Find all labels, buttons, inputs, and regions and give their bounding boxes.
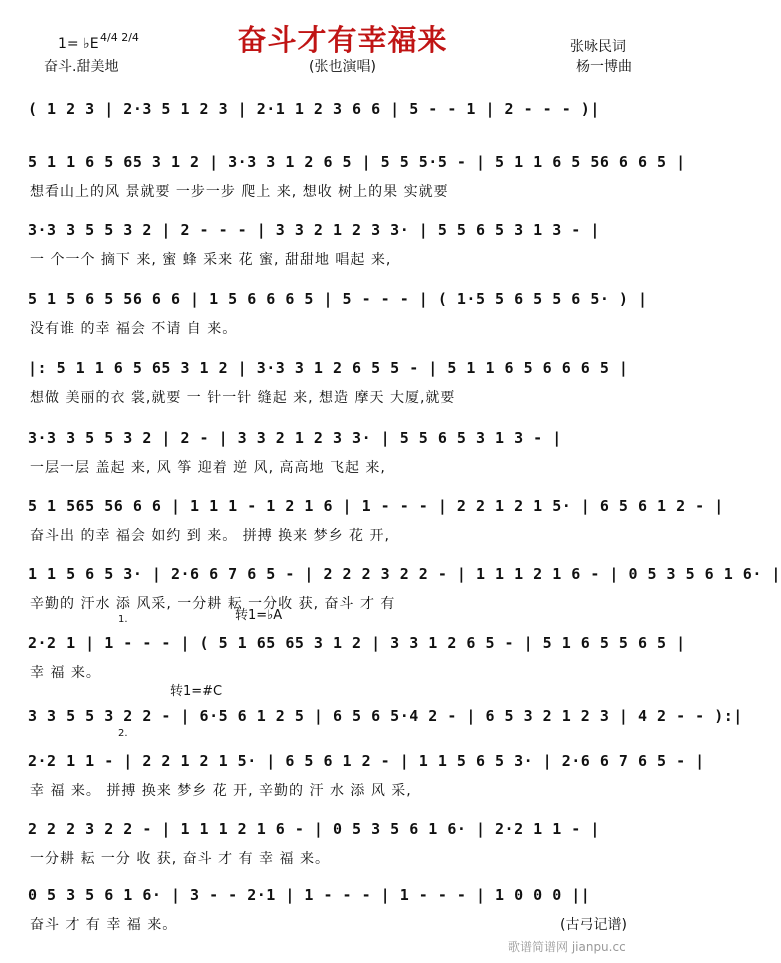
system-4 — [28, 280, 656, 346]
transcriber-note: (古弓记谱) — [560, 917, 627, 933]
composer-credit: 杨一博曲 — [576, 59, 632, 75]
site-watermark: 歌谱简谱网 jianpu.cc — [508, 940, 626, 954]
lyrics-line: 奋斗出 的幸 福会 如约 到 来。 拼搏 换来 梦乡 花 开, — [30, 528, 390, 544]
notation-line: 5 1 565 56 6 6 | 1 1 1 - 1 2 1 6 | 1 - - - | 2 2 1 2 1 5· | 6 5 6 1 2 - | — [28, 497, 724, 515]
system-12 — [28, 810, 656, 876]
singer-credit: (张也演唱) — [309, 59, 376, 75]
system-7 — [28, 487, 724, 553]
system-3 — [28, 211, 656, 277]
system-5 — [28, 349, 656, 415]
notation-line: 1 1 5 6 5 3· | 2·6 6 7 6 5 - | 2 2 2 3 2 2 - | 1 1 1 2 1 6 - | 0 5 3 5 6 1 6· | — [28, 565, 781, 583]
notation-line: 2·2 1 | 1 - - - | ( 5 1 65 65 3 1 2 | 3 3 1 2 6 5 - | 5 1 6 5 5 6 5 | — [28, 634, 686, 652]
modulation-to-c-sharp: 转1=#C — [170, 684, 223, 699]
system-6 — [28, 419, 656, 485]
lyrics-line: 幸 福 来。 拼搏 换来 梦乡 花 开, 辛勤的 汗 水 添 风 采, — [30, 783, 412, 799]
notation-line: 2·2 1 1 - | 2 2 1 2 1 5· | 6 5 6 1 2 - | 1 1 5 6 5 3· | 2·6 6 7 6 5 - | — [28, 752, 705, 770]
notation-line: 2 2 2 3 2 2 - | 1 1 1 2 1 6 - | 0 5 3 5 6 1 6· | 2·2 1 1 - | — [28, 820, 600, 838]
lyrics-line: 奋斗 才 有 幸 福 来。 — [30, 917, 178, 933]
modulation-to-a-flat: 转1=♭A — [235, 608, 283, 623]
system-9 — [28, 624, 686, 690]
time-signature: 4/4 2/4 — [100, 31, 139, 44]
song-title: 奋斗才有幸福来 — [237, 23, 448, 57]
lyrics-line: 没有谁 的幸 福会 不请 自 来。 — [30, 321, 238, 337]
first-ending-mark: 1. — [118, 614, 128, 625]
notation-line: 3·3 3 5 5 3 2 | 2 - - - | 3 3 2 1 2 3 3· | 5 5 6 5 3 1 3 - | — [28, 221, 600, 239]
notation-line: |: 5 1 1 6 5 65 3 1 2 | 3·3 3 1 2 6 5 5 - | 5 1 1 6 5 6 6 6 5 | — [28, 359, 629, 377]
lyrics-line: 想做 美丽的衣 裳,就要 一 针一针 缝起 来, 想造 摩天 大厦,就要 — [30, 390, 456, 406]
lyricist-credit: 张咏民词 — [570, 39, 626, 55]
notation-line: 5 1 1 6 5 65 3 1 2 | 3·3 3 1 2 6 5 | 5 5 5·5 - | 5 1 1 6 5 56 6 6 5 | — [28, 153, 686, 171]
notation-line: 3·3 3 5 5 3 2 | 2 - | 3 3 2 1 2 3 3· | 5 5 6 5 3 1 3 - | — [28, 429, 562, 447]
notation-line: 0 5 3 5 6 1 6· | 3 - - 2·1 | 1 - - - | 1 - - - | 1 0 0 0 || — [28, 886, 591, 904]
lyrics-line: 一 个一个 摘下 来, 蜜 蜂 采来 花 蜜, 甜甜地 唱起 来, — [30, 252, 392, 268]
notation-line: ( 1 2 3 | 2·3 5 1 2 3 | 2·1 1 2 3 6 6 | 5 - - 1 | 2 - - - )| — [28, 100, 600, 118]
lyrics-line: 幸 福 来。 — [30, 665, 101, 681]
second-ending-mark: 2. — [118, 728, 128, 739]
system-8 — [28, 555, 781, 621]
system-2 — [28, 143, 686, 209]
notation-line: 3 3 5 5 3 2 2 - | 6·5 6 1 2 5 | 6 5 6 5·4 2 - | 6 5 3 2 1 2 3 | 4 2 - - ):| — [28, 707, 743, 725]
lyrics-line: 一分耕 耘 一分 收 获, 奋斗 才 有 幸 福 来。 — [30, 851, 330, 867]
system-11 — [28, 742, 705, 808]
key-signature: 1= ♭E — [58, 36, 99, 52]
performance-style: 奋斗.甜美地 — [44, 59, 119, 75]
lyrics-line: 一层一层 盖起 来, 风 筝 迎着 逆 风, 高高地 飞起 来, — [30, 460, 386, 476]
notation-line: 5 1 5 6 5 56 6 6 | 1 5 6 6 6 5 | 5 - - - | ( 1·5 5 6 5 5 6 5· ) | — [28, 290, 648, 308]
lyrics-line: 想看山上的风 景就要 一步一步 爬上 来, 想收 树上的果 实就要 — [30, 184, 449, 200]
lyrics-line: 辛勤的 汗水 添 风采, 一分耕 耘 一分收 获, 奋斗 才 有 — [30, 596, 396, 612]
